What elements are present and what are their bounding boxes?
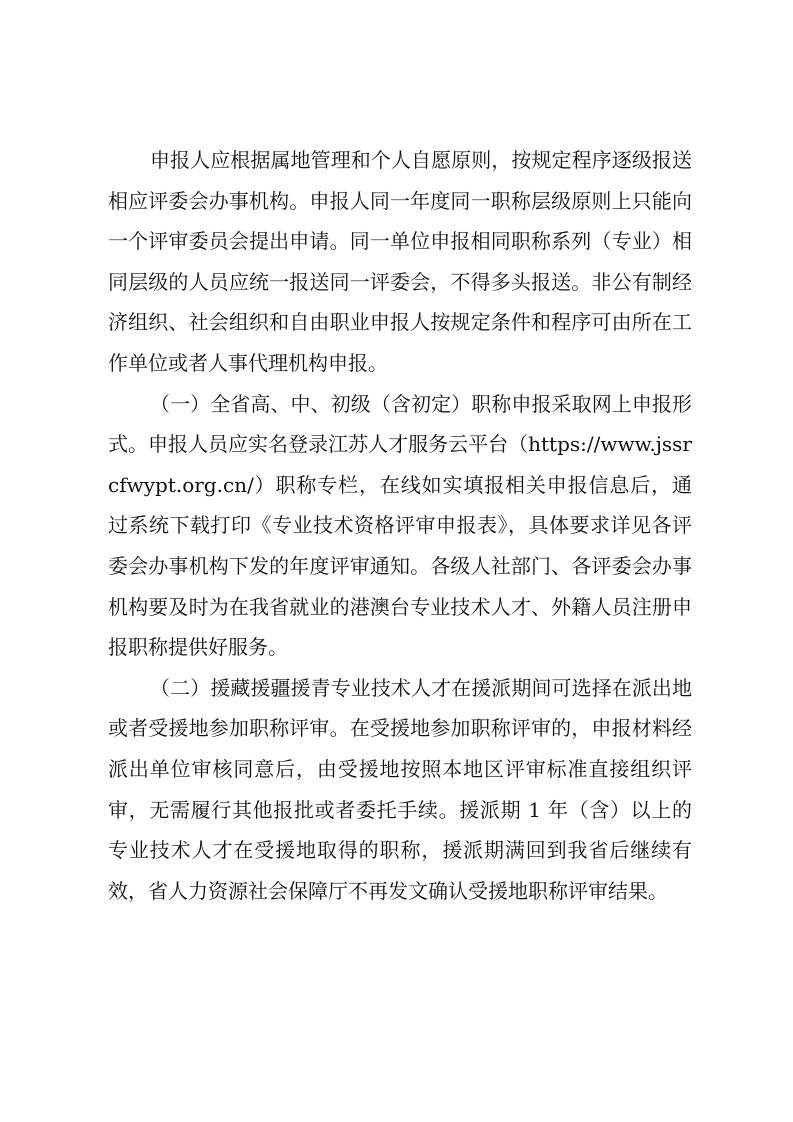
paragraph-aid-talent-evaluation: （二）援藏援疆援青专业技术人才在援派期间可选择在派出地或者受援地参加职称评审。在受援地参加职称评审的，申报材料经派出单位审核同意后，由受援地按照本地区评审标准直接组织评审，无需履行其他报批或者委托手续。援派期 1 年（含）以上的专业技术人才在受援地取得的职称，援派期满回到我省后继续有效，省人力资源社会保障厅不再发文确认受援地职称评审结果。 bbox=[108, 675, 692, 903]
document-body bbox=[108, 140, 692, 911]
paragraph-application-procedure: 申报人应根据属地管理和个人自愿原则，按规定程序逐级报送相应评委会办事机构。申报人同一年度同一职称层级原则上只能向一个评审委员会提出申请。同一单位申报相同职称系列（专业）相同层级的人员应统一报送同一评委会，不得多头报送。非公有制经济组织、社会组织和自由职业申报人按规定条件和程序可由所在工作单位或者人事代理机构申报。 bbox=[108, 148, 692, 375]
paragraph-online-application: （一）全省高、中、初级（含初定）职称申报采取网上申报形式。申报人员应实名登录江苏人才服务云平台（https://www.jssrcfwypt.org.cn/）职称专栏，在线如实填报相关申报信息后，通过系统下载打印《专业技术资格评审申报表》，具体要求详见各评委会办事机构下发的年度评审通知。各级人社部门、各评委会办事机构要及时为在我省就业的港澳台专业技术人才、外籍人员注册申报职称提供好服务。 bbox=[108, 391, 692, 660]
